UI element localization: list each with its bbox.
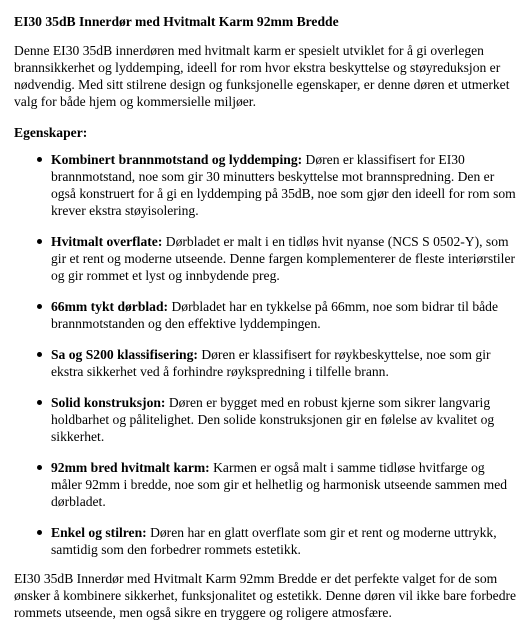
- feature-text: Døren er bygget med en robust kjerne som sikrer langvarig holdbarhet og pålitelighet. Den solide konstruksjonen gir en følelse av kvalitet og sikkerhet.: [51, 395, 495, 444]
- feature-term: 92mm bred hvitmalt karm:: [51, 460, 210, 475]
- feature-term: Solid konstruksjon:: [51, 395, 166, 410]
- feature-text: Dørbladet har en tykkelse på 66mm, noe som bidrar til både brannmotstanden og den effektive lyddempingen.: [51, 299, 498, 331]
- feature-item-frame-width: [51, 459, 517, 510]
- feature-term: Enkel og stilren:: [51, 525, 147, 540]
- feature-text: Dørbladet er malt i en tidløs hvit nyanse (NCS S 0502-Y), som gir et rent og moderne utseende. Denne fargen komplementerer de fleste interiørstiler og gir rommet et lyst og innbydende preg.: [51, 234, 516, 283]
- feature-item-door-thickness: [51, 298, 517, 332]
- feature-text: Døren er klassifisert for røykbeskyttelse, noe som gir ekstra sikkerhet ved å forhindre røykspredning i tilfelle brann.: [51, 347, 491, 379]
- outro-paragraph: EI30 35dB Innerdør med Hvitmalt Karm 92mm Bredde er det perfekte valget for de som ønsker å kombinere sikkerhet, funksjonalitet og estetikk. Denne døren vil ikke bare forbedre rommets utseende, men også sikre en tryggere og roligere atmosfære.: [14, 571, 517, 620]
- feature-item-fire-and-sound: [51, 151, 517, 219]
- feature-term: Sa og S200 klassifisering:: [51, 347, 198, 362]
- feature-item-smoke-classification: [51, 346, 517, 380]
- features-heading: Egenskaper:: [14, 125, 88, 140]
- features-list: [14, 151, 517, 558]
- page-title: EI30 35dB Innerdør med Hvitmalt Karm 92mm Bredde: [14, 14, 339, 29]
- feature-item-simple-design: [51, 524, 517, 558]
- feature-term: Hvitmalt overflate:: [51, 234, 163, 249]
- feature-term: 66mm tykt dørblad:: [51, 299, 169, 314]
- feature-term: Kombinert brannmotstand og lyddemping:: [51, 152, 303, 167]
- feature-text: Døren har en glatt overflate som gir et rent og moderne uttrykk, samtidig som den forbedrer rommets estetikk.: [51, 525, 497, 557]
- feature-item-white-surface: [51, 233, 517, 284]
- feature-text: Døren er klassifisert for EI30 brannmotstand, noe som gir 30 minutters beskyttelse mot brannspredning. Den er også konstruert for å gi en lyddemping på 35dB, noe som gjør den ideell for rom som krever ekstra støyisolering.: [51, 152, 516, 218]
- feature-item-solid-construction: [51, 394, 517, 445]
- intro-paragraph: Denne EI30 35dB innerdøren med hvitmalt karm er spesielt utviklet for å gi overlegen brannsikkerhet og lyddemping, ideell for rom hvor ekstra beskyttelse og støyreduksjon er nødvendig. Med sitt stilrene design og funksjonelle egenskaper, er denne døren et utmerket valg for både hjem og kommersielle miljøer.: [14, 43, 510, 109]
- feature-text: Karmen er også malt i samme tidløse hvitfarge og måler 92mm i bredde, noe som gir et helhetlig og harmonisk utseende sammen med dørbladet.: [51, 460, 508, 509]
